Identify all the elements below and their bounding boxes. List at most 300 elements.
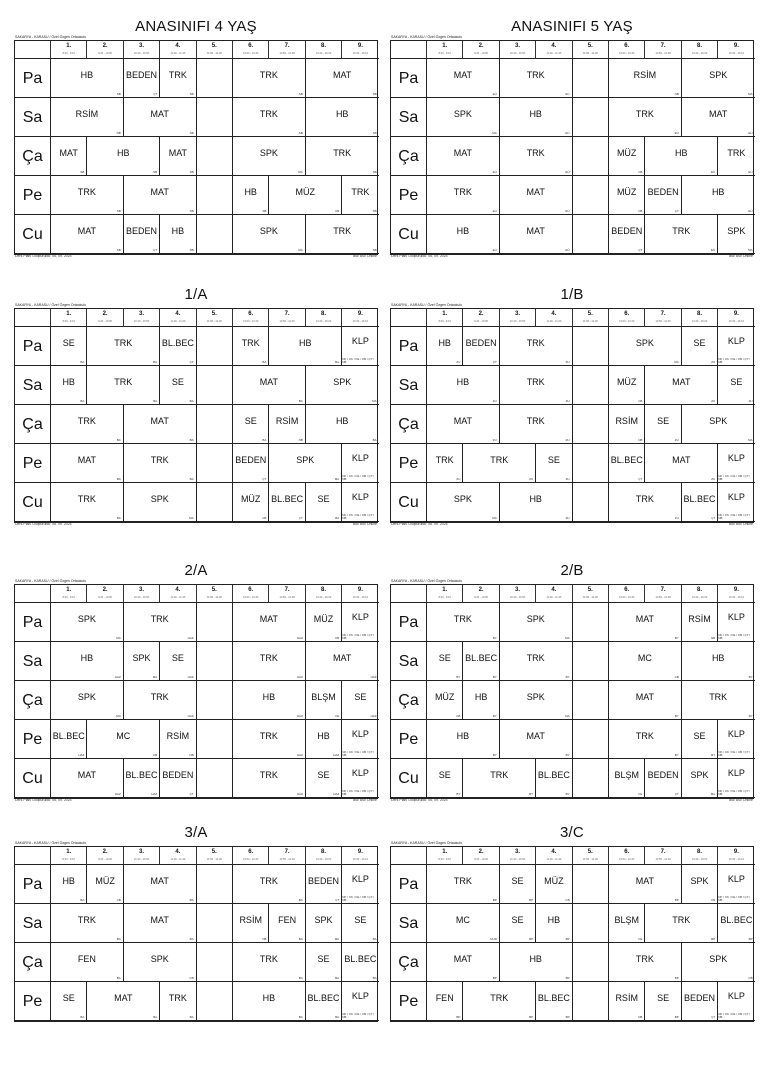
lesson-teacher: BA xyxy=(372,438,377,442)
timetable-grid xyxy=(390,40,754,255)
period-number: 8. xyxy=(320,849,326,855)
lesson-cell xyxy=(427,943,500,982)
lesson-teacher: EÜ xyxy=(711,248,716,252)
period-header xyxy=(682,309,718,327)
lesson-cell xyxy=(87,327,160,366)
period-number: 5. xyxy=(587,311,593,317)
period-header xyxy=(51,41,87,59)
lesson-cell xyxy=(342,720,378,759)
lesson-cell xyxy=(500,720,573,759)
lesson-cell xyxy=(536,759,572,798)
period-number: 2. xyxy=(478,311,484,317)
empty-cell xyxy=(197,215,233,254)
lesson-teacher: BY xyxy=(529,792,534,796)
lesson-cell xyxy=(427,865,500,904)
lesson-subject: KLP xyxy=(351,991,369,1001)
lesson-cell xyxy=(463,982,536,1021)
period-time: 13:50 - 14:30 xyxy=(655,52,671,55)
lesson-cell xyxy=(609,98,682,137)
lesson-cell xyxy=(427,982,463,1021)
empty-cell xyxy=(197,483,233,522)
period-time: 13:00 - 13:40 xyxy=(619,596,635,599)
lesson-cell xyxy=(233,865,306,904)
period-number: 8. xyxy=(320,311,326,317)
period-header xyxy=(51,847,87,865)
period-number: 6. xyxy=(248,311,254,317)
lesson-cell xyxy=(342,904,378,943)
lesson-cell xyxy=(427,98,500,137)
period-time: 15:30 - 16:10 xyxy=(728,320,745,323)
lesson-subject: SE xyxy=(317,493,330,504)
period-header xyxy=(463,41,499,59)
lesson-cell xyxy=(160,215,196,254)
period-time: 15:30 - 16:10 xyxy=(728,858,745,861)
period-time: 13:00 - 13:40 xyxy=(243,320,259,323)
lesson-subject: TRK xyxy=(333,147,352,158)
lesson-cell xyxy=(427,137,500,176)
lesson-cell xyxy=(51,904,124,943)
lesson-subject: SE xyxy=(438,769,451,780)
period-number: 4. xyxy=(551,849,557,855)
lesson-teacher: BP xyxy=(565,976,570,980)
period-header xyxy=(233,847,269,865)
lesson-teacher: ZU xyxy=(492,438,497,442)
lesson-teacher: ÇT xyxy=(638,248,643,252)
period-header xyxy=(197,41,233,59)
empty-cell xyxy=(197,405,233,444)
lesson-teacher: SB xyxy=(372,209,377,213)
lesson-cell xyxy=(306,943,342,982)
lesson-subject: MÜZ xyxy=(240,493,261,504)
lesson-cell xyxy=(306,405,379,444)
lesson-teacher: EÜ xyxy=(748,209,753,213)
lesson-subject: HB xyxy=(80,69,94,80)
lesson-teacher: BP xyxy=(674,898,679,902)
period-header xyxy=(342,41,378,59)
lesson-teacher: BA xyxy=(189,477,194,481)
lesson-cell xyxy=(269,444,342,483)
lesson-cell xyxy=(609,327,682,366)
lesson-subject: SE xyxy=(547,454,560,465)
empty-cell xyxy=(573,865,609,904)
timetable-title: 3/C xyxy=(560,824,584,841)
lesson-cell xyxy=(682,98,755,137)
period-time: 14:40 - 15:20 xyxy=(691,858,708,861)
period-number: 3. xyxy=(138,311,144,317)
footer-created: Ders Planı Oluşturuldu: 06. 09. 2024 xyxy=(15,522,72,526)
lesson-cell xyxy=(51,603,124,642)
lesson-teacher: SB xyxy=(189,131,194,135)
lesson-subject: SPK xyxy=(709,415,728,426)
lesson-subject: BL.BEC xyxy=(537,992,570,1003)
period-number: 4. xyxy=(551,311,557,317)
lesson-teacher: BA xyxy=(80,898,85,902)
day-label: Pe xyxy=(15,720,51,759)
lesson-teacher: SB xyxy=(372,131,377,135)
day-label: Ça xyxy=(15,137,51,176)
empty-cell xyxy=(573,137,609,176)
period-header xyxy=(500,847,536,865)
lesson-teacher: BP xyxy=(711,937,716,941)
lesson-subject: TRK xyxy=(526,415,545,426)
lesson-subject: TRK xyxy=(168,992,187,1003)
lesson-cell xyxy=(463,681,499,720)
period-header xyxy=(682,585,718,603)
day-label: Cu xyxy=(15,215,51,254)
lesson-cell xyxy=(536,865,572,904)
lesson-cell xyxy=(500,943,573,982)
lesson-teacher: BP xyxy=(529,898,534,902)
timetable-grid xyxy=(14,308,378,523)
lesson-teacher: HAZ xyxy=(333,753,340,757)
lesson-teacher: BA xyxy=(335,1015,340,1019)
period-time: 14:40 - 15:20 xyxy=(315,320,332,323)
lesson-cell xyxy=(500,215,573,254)
period-header xyxy=(87,847,123,865)
lesson-cell xyxy=(342,176,378,215)
lesson-teacher: BP xyxy=(492,976,497,980)
lesson-cell xyxy=(269,176,342,215)
lesson-subject: SPK xyxy=(709,69,728,80)
lesson-cell xyxy=(682,642,755,681)
lesson-subject: MAT xyxy=(150,875,169,886)
lesson-subject: BEDEN xyxy=(683,992,715,1003)
lesson-teacher: BP xyxy=(674,976,679,980)
lesson-subject: TRK xyxy=(526,376,545,387)
period-number: 6. xyxy=(248,43,254,49)
lesson-teacher: SB xyxy=(372,170,377,174)
lesson-teacher: EÜ xyxy=(565,248,570,252)
period-header xyxy=(536,309,572,327)
lesson-subject: BL.BEC xyxy=(720,914,753,925)
period-time: 10:10 - 10:50 xyxy=(509,320,526,323)
period-number: 6. xyxy=(624,587,630,593)
period-time: 10:10 - 10:50 xyxy=(133,52,150,55)
lesson-cell xyxy=(51,366,87,405)
lesson-cell xyxy=(427,904,500,943)
period-number: 9. xyxy=(733,849,739,855)
lesson-cell xyxy=(87,720,160,759)
school-name: SAKARYA - KARASU / Özel Özgen Ortaokulu xyxy=(391,579,463,583)
lesson-teacher: ZU xyxy=(711,477,716,481)
period-header xyxy=(269,847,305,865)
lesson-subject: HB xyxy=(262,992,276,1003)
empty-cell xyxy=(197,982,233,1021)
lesson-teacher: BY xyxy=(492,636,497,640)
lesson-cell xyxy=(87,865,123,904)
lesson-subject: HB xyxy=(711,652,725,663)
lesson-teacher: MA xyxy=(116,714,121,718)
lesson-teacher: BY xyxy=(565,792,570,796)
lesson-teacher: EÜ xyxy=(565,209,570,213)
period-time: 15:30 - 16:10 xyxy=(352,52,369,55)
lesson-cell xyxy=(718,720,754,759)
lesson-teacher: NB xyxy=(638,438,643,442)
period-header xyxy=(160,585,196,603)
period-header xyxy=(573,585,609,603)
period-number: 1. xyxy=(66,849,72,855)
lesson-cell xyxy=(682,603,718,642)
timetable-0 xyxy=(14,18,378,272)
lesson-teacher: NK / CK / FE / CB / ÇT / NB xyxy=(718,789,751,796)
lesson-cell xyxy=(500,904,536,943)
empty-cell xyxy=(573,943,609,982)
empty-cell xyxy=(197,681,233,720)
day-label: Pe xyxy=(391,444,427,483)
period-header xyxy=(160,847,196,865)
lesson-teacher: SB xyxy=(116,248,121,252)
period-time: 10:10 - 10:50 xyxy=(133,320,150,323)
lesson-subject: HB xyxy=(262,691,276,702)
lesson-subject: TRK xyxy=(333,225,352,236)
period-time: 15:30 - 16:10 xyxy=(728,596,745,599)
lesson-cell xyxy=(536,904,572,943)
footer-brand: aSc aSc Online xyxy=(728,798,753,802)
lesson-cell xyxy=(124,176,197,215)
period-number: 4. xyxy=(175,43,181,49)
lesson-subject: MAT xyxy=(77,225,97,236)
period-header xyxy=(197,309,233,327)
lesson-teacher: BA xyxy=(372,937,377,941)
lesson-subject: TRK xyxy=(77,186,96,197)
lesson-subject: BL.BEC xyxy=(161,337,194,348)
period-number: 5. xyxy=(211,43,217,49)
lesson-subject: KLP xyxy=(351,453,369,463)
lesson-subject: HB xyxy=(456,730,470,741)
lesson-teacher: ZU xyxy=(529,477,534,481)
corner-cell xyxy=(15,41,51,59)
corner-cell xyxy=(391,309,427,327)
lesson-subject: TRK xyxy=(672,225,691,236)
empty-cell xyxy=(573,759,609,798)
lesson-cell xyxy=(124,215,160,254)
lesson-cell xyxy=(500,405,573,444)
period-time: 8:30 - 9:10 xyxy=(438,858,451,861)
lesson-subject: SE xyxy=(62,992,75,1003)
timetable-5 xyxy=(390,562,754,816)
period-number: 8. xyxy=(320,43,326,49)
lesson-cell xyxy=(306,865,342,904)
lesson-teacher: NK / CK / FE / CB / ÇT / NB xyxy=(718,474,751,481)
period-header xyxy=(124,847,160,865)
lesson-subject: KLP xyxy=(351,729,369,739)
lesson-subject: HB xyxy=(456,376,470,387)
period-time: 14:40 - 15:20 xyxy=(315,52,332,55)
period-header xyxy=(160,41,196,59)
period-number: 9. xyxy=(733,587,739,593)
period-time: 14:40 - 15:20 xyxy=(691,52,708,55)
lesson-subject: SPK xyxy=(150,953,169,964)
lesson-teacher: CB xyxy=(638,209,643,213)
lesson-teacher: ZU xyxy=(674,516,679,520)
lesson-teacher: NB xyxy=(674,92,679,96)
period-header xyxy=(536,41,572,59)
period-number: 5. xyxy=(211,849,217,855)
corner-cell xyxy=(391,41,427,59)
lesson-subject: SE xyxy=(317,769,330,780)
lesson-teacher: NK / CK / FE / CB / ÇT / NB xyxy=(342,357,375,364)
period-number: 3. xyxy=(514,849,520,855)
lesson-cell xyxy=(306,603,342,642)
lesson-subject: HB xyxy=(456,225,470,236)
lesson-teacher: MA xyxy=(565,636,570,640)
lesson-cell xyxy=(51,681,124,720)
lesson-teacher: BA xyxy=(298,399,303,403)
footer-brand: aSc aSc Online xyxy=(352,254,377,258)
lesson-cell xyxy=(718,444,754,483)
empty-cell xyxy=(573,98,609,137)
footer-created: Ders Planı Oluşturuldu: 06. 09. 2024 xyxy=(15,798,72,802)
period-number: 7. xyxy=(660,43,666,49)
lesson-teacher: ZU xyxy=(711,360,716,364)
period-number: 4. xyxy=(175,311,181,317)
timetable-title: ANASINIFI 5 YAŞ xyxy=(511,18,633,35)
day-label: Cu xyxy=(391,483,427,522)
lesson-subject: SPK xyxy=(635,337,654,348)
lesson-subject: MAT xyxy=(150,914,169,925)
footer-created: Ders Planı Oluşturuldu: 06. 09. 2024 xyxy=(391,254,448,258)
lesson-cell xyxy=(427,444,463,483)
lesson-teacher: NK / CK / FE / CB / ÇT / NB xyxy=(342,474,375,481)
lesson-cell xyxy=(124,98,197,137)
lesson-subject: TRK xyxy=(259,108,278,119)
lesson-subject: MAT xyxy=(453,953,473,964)
period-time: 13:50 - 14:30 xyxy=(279,320,295,323)
lesson-cell xyxy=(306,982,342,1021)
lesson-cell xyxy=(645,215,718,254)
lesson-cell xyxy=(51,943,124,982)
timetable-grid xyxy=(14,40,378,255)
period-header xyxy=(609,585,645,603)
lesson-subject: MAT xyxy=(168,147,188,158)
lesson-subject: TRK xyxy=(77,493,96,504)
lesson-subject: TRK xyxy=(453,613,472,624)
lesson-teacher: ZU xyxy=(565,360,570,364)
lesson-subject: TRK xyxy=(259,769,278,780)
period-header xyxy=(500,585,536,603)
lesson-cell xyxy=(427,603,500,642)
lesson-cell xyxy=(124,759,160,798)
lesson-subject: KLP xyxy=(727,612,745,622)
timetable-6 xyxy=(14,824,378,1078)
period-number: 1. xyxy=(442,43,448,49)
lesson-cell xyxy=(233,405,269,444)
school-name: SAKARYA - KARASU / Özel Özgen Ortaokulu xyxy=(15,579,87,583)
period-number: 9. xyxy=(733,311,739,317)
lesson-teacher: ZU xyxy=(492,399,497,403)
lesson-teacher: NUR xyxy=(490,937,497,941)
lesson-subject: MAT xyxy=(635,691,655,702)
period-time: 15:30 - 16:10 xyxy=(352,858,369,861)
day-label: Pe xyxy=(391,176,427,215)
lesson-subject: BEDEN xyxy=(162,769,194,780)
lesson-subject: KLP xyxy=(727,729,745,739)
lesson-cell xyxy=(51,759,124,798)
lesson-cell xyxy=(160,59,196,98)
lesson-teacher: NK / CK / FE / CB / ÇT / NB xyxy=(342,895,375,902)
period-number: 7. xyxy=(284,43,290,49)
period-header xyxy=(463,309,499,327)
lesson-teacher: NB xyxy=(638,1015,643,1019)
lesson-cell xyxy=(160,137,196,176)
lesson-subject: BL.BEC xyxy=(307,992,340,1003)
period-header xyxy=(51,309,87,327)
period-header xyxy=(645,847,681,865)
period-number: 1. xyxy=(66,311,72,317)
lesson-subject: TRK xyxy=(435,454,454,465)
lesson-subject: HB xyxy=(117,147,130,158)
lesson-teacher: FE xyxy=(638,792,643,796)
lesson-teacher: BY xyxy=(674,636,679,640)
period-number: 2. xyxy=(478,43,484,49)
lesson-subject: HB xyxy=(438,337,451,348)
lesson-subject: TRK xyxy=(77,914,96,925)
lesson-subject: BEDEN xyxy=(465,337,497,348)
lesson-subject: MAT xyxy=(526,225,545,236)
lesson-subject: BL.BEC xyxy=(271,493,304,504)
lesson-subject: TRK xyxy=(150,691,169,702)
lesson-cell xyxy=(306,642,379,681)
lesson-teacher: ZU xyxy=(456,477,461,481)
corner-cell xyxy=(391,847,427,865)
period-number: 3. xyxy=(138,849,144,855)
lesson-cell xyxy=(87,982,160,1021)
lesson-teacher: ZU xyxy=(674,438,679,442)
lesson-teacher: ÇT xyxy=(674,209,679,213)
period-number: 5. xyxy=(211,587,217,593)
lesson-teacher: ÇT xyxy=(711,1015,716,1019)
lesson-cell xyxy=(233,59,306,98)
period-number: 5. xyxy=(587,43,593,49)
lesson-cell xyxy=(427,642,463,681)
lesson-teacher: HAZ xyxy=(296,753,303,757)
lesson-cell xyxy=(160,642,196,681)
lesson-teacher: CB xyxy=(565,898,570,902)
lesson-subject: KLP xyxy=(351,612,369,622)
lesson-teacher: BY xyxy=(456,675,461,679)
period-header xyxy=(427,847,463,865)
lesson-teacher: ÇT xyxy=(189,360,194,364)
day-label: Pa xyxy=(15,865,51,904)
lesson-subject: SPK xyxy=(526,691,545,702)
period-number: 9. xyxy=(357,43,363,49)
period-number: 6. xyxy=(624,43,630,49)
lesson-cell xyxy=(609,603,682,642)
lesson-teacher: CB xyxy=(262,516,267,520)
lesson-subject: RSİM xyxy=(239,914,262,925)
lesson-teacher: BA xyxy=(153,399,158,403)
lesson-teacher: BA xyxy=(189,1015,194,1019)
lesson-subject: FEN xyxy=(77,953,96,964)
lesson-subject: SPK xyxy=(77,691,96,702)
lesson-cell xyxy=(233,137,306,176)
lesson-subject: TRK xyxy=(114,337,133,348)
empty-cell xyxy=(573,642,609,681)
lesson-subject: MÜZ xyxy=(616,147,637,158)
lesson-cell xyxy=(51,642,124,681)
lesson-subject: MAT xyxy=(453,69,473,80)
lesson-subject: SE xyxy=(354,691,367,702)
lesson-subject: TRK xyxy=(526,652,545,663)
period-time: 11:50 - 12:30 xyxy=(206,52,222,55)
lesson-subject: TRK xyxy=(77,415,96,426)
lesson-cell xyxy=(645,904,718,943)
day-label: Sa xyxy=(391,904,427,943)
lesson-teacher: MA xyxy=(152,675,158,679)
timetable-title: 1/A xyxy=(184,286,208,303)
period-number: 7. xyxy=(660,587,666,593)
lesson-subject: TRK xyxy=(526,337,545,348)
